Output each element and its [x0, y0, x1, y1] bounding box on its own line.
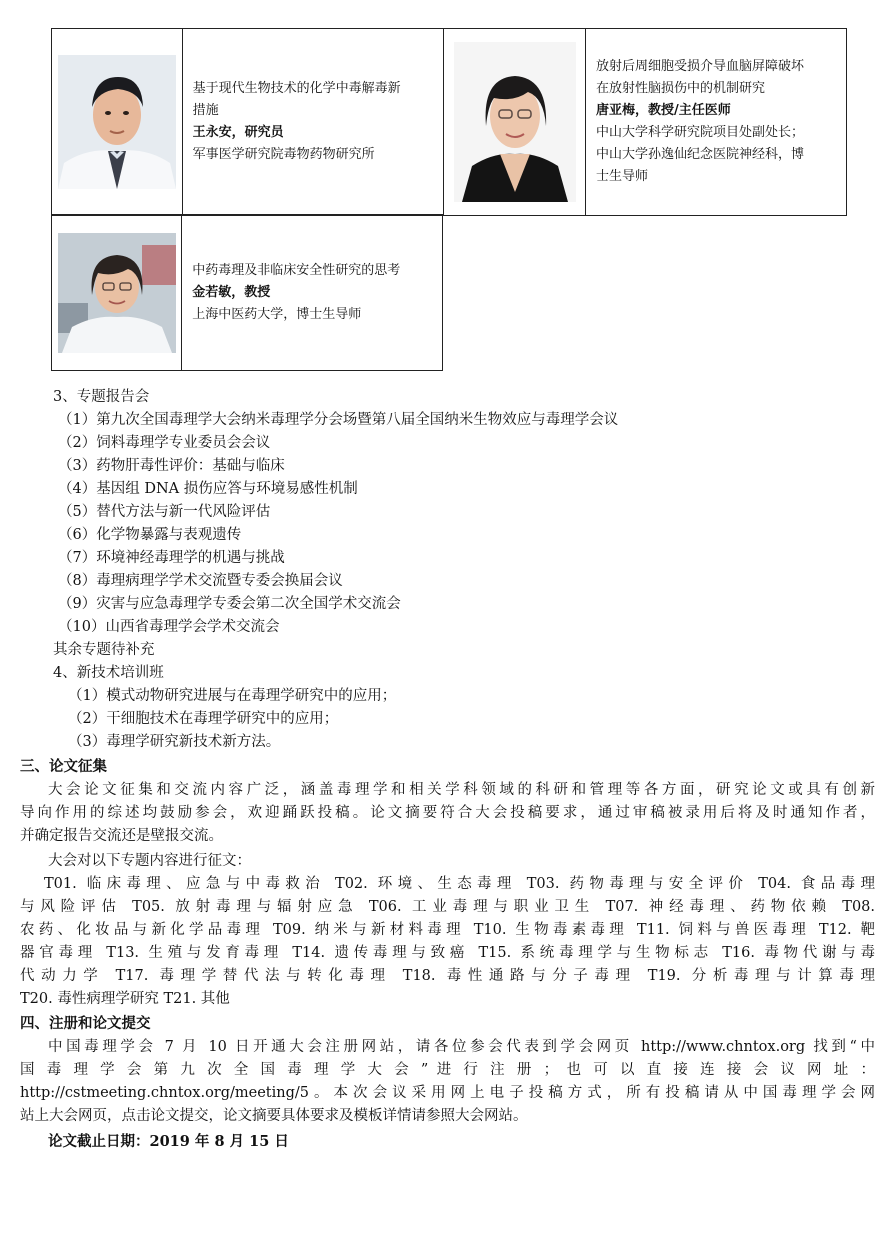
paragraph-line: 站上大会网页，点击论文提交，论文摘要具体要求及模板详情请参照大会网站。: [20, 1108, 528, 1124]
section-note: 其余专题待补充: [53, 642, 155, 658]
speaker-row: [51, 214, 443, 371]
topic-line: T20. 毒性病理学研究 T21. 其他: [20, 991, 230, 1007]
section-title: 4、新技术培训班: [53, 665, 164, 681]
list-item: （5）替代方法与新一代风险评估: [58, 504, 271, 520]
list-item: （2）干细胞技术在毒理学研究中的应用；: [68, 711, 339, 727]
talk-title-line: 放射后周细胞受损介导血脑屏障破坏: [596, 59, 805, 74]
speaker-photo-jin: [58, 233, 176, 353]
list-item: （7）环境神经毒理学的机遇与挑战: [58, 550, 285, 566]
list-item: （2）饲料毒理学专业委员会会议: [58, 435, 271, 451]
topic-line: T01. 临床毒理、应急与中毒救治 T02. 环境、生态毒理 T03. 药物毒理与安全评价 T04. 食品毒理: [44, 876, 875, 892]
talk-title-line: 措施: [192, 103, 219, 118]
topic-line: 器官毒理 T13. 生殖与发育毒理 T14. 遗传毒理与致癌 T15. 系统毒理学与生物标志 T16. 毒物代谢与毒: [20, 945, 875, 961]
paragraph-line: 大会论文征集和交流内容广泛，涵盖毒理学和相关学科领域的科研和管理等各方面，研究论文或具有创新: [48, 782, 875, 798]
paragraph-line: 并确定报告交流还是壁报交流。: [20, 828, 223, 844]
list-item: （9）灾害与应急毒理学专委会第二次全国学术交流会: [58, 596, 401, 612]
speaker-photo-frame: [444, 29, 586, 215]
speaker-name: 唐亚梅，教授/主任医师: [596, 103, 731, 118]
paragraph-line: 中国毒理学会 7 月 10 日开通大会注册网站，请各位参会代表到学会网页 http://www.chntox.org 找到“中: [48, 1039, 875, 1055]
topic-line: 与风险评估 T05. 放射毒理与辐射应急 T06. 工业毒理与职业卫生 T07. 神经毒理、药物依赖 T08.: [20, 899, 875, 915]
list-item: （1）第九次全国毒理学大会纳米毒理学分会场暨第八届全国纳米生物效应与毒理学会议: [58, 412, 619, 428]
speaker-photo-tang: [454, 42, 576, 202]
speaker-card: [52, 215, 442, 370]
talk-title-line: 在放射性脑损伤中的机制研究: [596, 81, 766, 96]
part-heading: 四、注册和论文提交: [20, 1016, 151, 1032]
speaker-photo-frame: [52, 29, 183, 215]
list-item: （4）基因组 DNA 损伤应答与环境易感性机制: [58, 481, 358, 497]
paragraph-intro: 大会对以下专题内容进行征文：: [48, 853, 251, 869]
paragraph-line: 导向作用的综述均鼓励参会，欢迎踊跃投稿。论文摘要符合大会投稿要求，通过审稿被录用后将及时通知作者，: [20, 805, 875, 821]
part-heading: 三、论文征集: [20, 759, 107, 775]
portrait-woman-labcoat-icon: [58, 233, 176, 353]
speaker-name: 王永安，研究员: [192, 125, 284, 140]
speaker-card: [52, 29, 444, 215]
speaker-affiliation: 中山大学孙逸仙纪念医院神经科，博: [596, 147, 805, 162]
list-item: （1）模式动物研究进展与在毒理学研究中的应用；: [68, 688, 397, 704]
speaker-card: [444, 29, 848, 215]
list-item: （3）毒理学研究新技术新方法。: [68, 734, 281, 750]
section-title: 3、专题报告会: [53, 389, 150, 405]
speaker-affiliation: 上海中医药大学，博士生导师: [192, 306, 362, 322]
topic-line: 农药、化妆品与新化学品毒理 T09. 纳米与新材料毒理 T10. 生物毒素毒理 T11. 饲料与兽医毒理 T12. 靶: [20, 922, 875, 938]
portrait-woman-icon: [454, 42, 576, 202]
list-item: （6）化学物暴露与表观遗传: [58, 527, 242, 543]
speaker-info: [182, 215, 442, 370]
topic-line: 代动力学 T17. 毒理学替代法与转化毒理 T18. 毒性通路与分子毒理 T19. 分析毒理与计算毒理: [20, 968, 875, 984]
list-item: （8）毒理病理学学术交流暨专委会换届会议: [58, 573, 343, 589]
speaker-affiliation: 士生导师: [596, 169, 649, 184]
talk-title-line: 基于现代生物技术的化学中毒解毒新: [192, 81, 401, 96]
paragraph-line: 国 毒 理 学 会 第 九 次 全 国 毒 理 学 大 会 ” 进 行 注 册 ； 也 可 以 直 接 连 接 会 议 网 址 ：: [20, 1062, 875, 1078]
speaker-info: [586, 29, 848, 215]
paragraph-line: http://cstmeeting.chntox.org/meeting/5。本次会议采用网上电子投稿方式，所有投稿请从中国毒理学会网: [20, 1085, 875, 1101]
list-item: （3）药物肝毒性评价：基础与临床: [58, 458, 285, 474]
list-item: （10）山西省毒理学会学术交流会: [58, 619, 280, 635]
speaker-info: [183, 29, 443, 215]
speaker-name: 金若敏，教授: [192, 284, 271, 300]
portrait-man-icon: [58, 55, 176, 189]
deadline: 论文截止日期：2019 年 8 月 15 日: [48, 1133, 289, 1150]
speaker-affiliation: 中山大学科学研究院项目处副处长；: [596, 125, 805, 140]
speaker-photo-wang: [58, 55, 176, 189]
speaker-affiliation: 军事医学研究院毒物药物研究所: [192, 147, 375, 162]
speaker-row: [51, 28, 847, 216]
talk-title-line: 中药毒理及非临床安全性研究的思考: [192, 262, 401, 278]
speaker-photo-frame: [52, 215, 182, 370]
